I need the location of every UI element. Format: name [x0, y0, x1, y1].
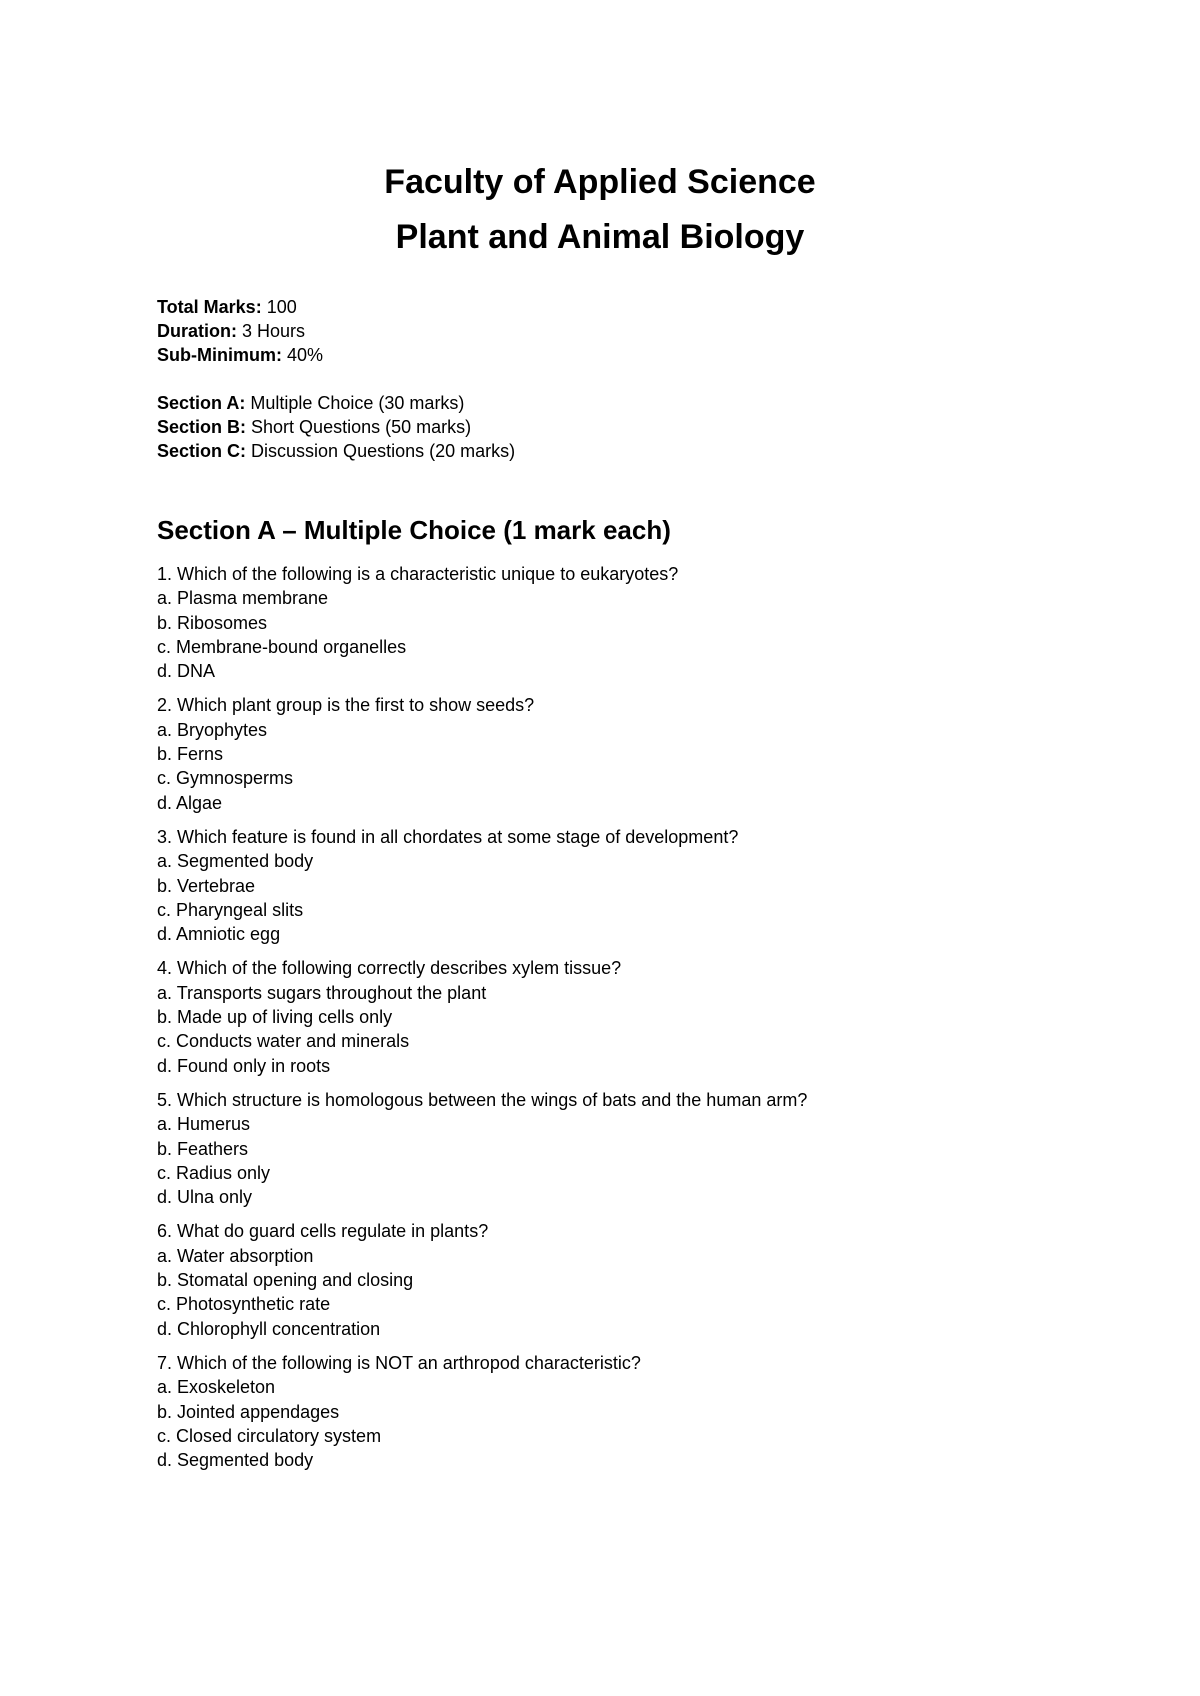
question-text: 5. Which structure is homologous between the wings of bats and the human arm?: [157, 1089, 808, 1110]
question-text: 7. Which of the following is NOT an arthropod characteristic?: [157, 1352, 641, 1373]
answer-option: a. Exoskeleton: [157, 1377, 276, 1398]
answer-option: b. Jointed appendages: [157, 1401, 340, 1422]
question-item: [157, 956, 807, 1077]
answer-option: d. Amniotic egg: [157, 924, 281, 945]
duration-value: 3 Hours: [242, 321, 306, 341]
answer-option: d. Chlorophyll concentration: [157, 1318, 381, 1339]
answer-option: b. Stomatal opening and closing: [157, 1270, 414, 1291]
answer-option: a. Humerus: [157, 1114, 251, 1135]
section-overview-a: [157, 391, 515, 415]
question-item: [157, 825, 807, 946]
sub-minimum-label: Sub-Minimum:: [157, 345, 282, 365]
answer-option: a. Plasma membrane: [157, 588, 329, 609]
section-overview-value: Multiple Choice (30 marks): [250, 393, 465, 413]
question-text: 4. Which of the following correctly describes xylem tissue?: [157, 958, 622, 979]
section-overview-c: [157, 439, 515, 463]
answer-option: c. Pharyngeal slits: [157, 899, 304, 920]
answer-option: d. DNA: [157, 661, 216, 682]
question-text: 6. What do guard cells regulate in plants?: [157, 1221, 489, 1242]
answer-option: a. Transports sugars throughout the plant: [157, 982, 487, 1003]
answer-option: b. Made up of living cells only: [157, 1007, 393, 1028]
answer-option: b. Vertebrae: [157, 875, 256, 896]
exam-info: [157, 295, 515, 463]
answer-option: d. Found only in roots: [157, 1055, 331, 1076]
section-overview-value: Short Questions (50 marks): [251, 417, 472, 437]
question-text: 2. Which plant group is the first to show seeds?: [157, 695, 535, 716]
total-marks-label: Total Marks:: [157, 297, 262, 317]
answer-option: c. Closed circulatory system: [157, 1425, 382, 1446]
answer-option: c. Photosynthetic rate: [157, 1294, 331, 1315]
answer-option: b. Ferns: [157, 744, 224, 765]
duration-row: [157, 319, 515, 343]
question-list: [157, 562, 807, 1482]
answer-option: b. Ribosomes: [157, 612, 268, 633]
answer-option: c. Radius only: [157, 1162, 271, 1183]
duration-label: Duration:: [157, 321, 237, 341]
section-a-heading: Section A – Multiple Choice (1 mark each): [157, 515, 671, 545]
answer-option: b. Feathers: [157, 1138, 249, 1159]
sub-minimum-value: 40%: [287, 345, 324, 365]
answer-option: a. Segmented body: [157, 851, 314, 872]
total-marks-row: [157, 295, 515, 319]
question-item: [157, 562, 807, 683]
question-item: [157, 1088, 807, 1209]
question-item: [157, 1351, 807, 1472]
answer-option: a. Water absorption: [157, 1245, 314, 1266]
answer-option: d. Algae: [157, 792, 223, 813]
question-text: 3. Which feature is found in all chordates at some stage of development?: [157, 826, 739, 847]
answer-option: c. Membrane-bound organelles: [157, 636, 407, 657]
section-overview-label: Section C:: [157, 441, 247, 461]
spacer: [157, 367, 515, 391]
question-item: [157, 1219, 807, 1340]
total-marks-value: 100: [266, 297, 297, 317]
document-header: [0, 155, 1200, 265]
section-overview-label: Section B:: [157, 417, 247, 437]
answer-option: a. Bryophytes: [157, 719, 268, 740]
answer-option: d. Ulna only: [157, 1187, 253, 1208]
answer-option: d. Segmented body: [157, 1450, 314, 1471]
question-item: [157, 693, 807, 814]
section-overview-b: [157, 415, 515, 439]
section-overview-label: Section A:: [157, 393, 246, 413]
course-title: Plant and Animal Biology: [395, 218, 805, 256]
section-overview-value: Discussion Questions (20 marks): [251, 441, 516, 461]
answer-option: c. Conducts water and minerals: [157, 1031, 410, 1052]
answer-option: c. Gymnosperms: [157, 768, 294, 789]
sub-minimum-row: [157, 343, 515, 367]
question-text: 1. Which of the following is a characteristic unique to eukaryotes?: [157, 564, 679, 584]
faculty-title: Faculty of Applied Science: [384, 163, 816, 201]
